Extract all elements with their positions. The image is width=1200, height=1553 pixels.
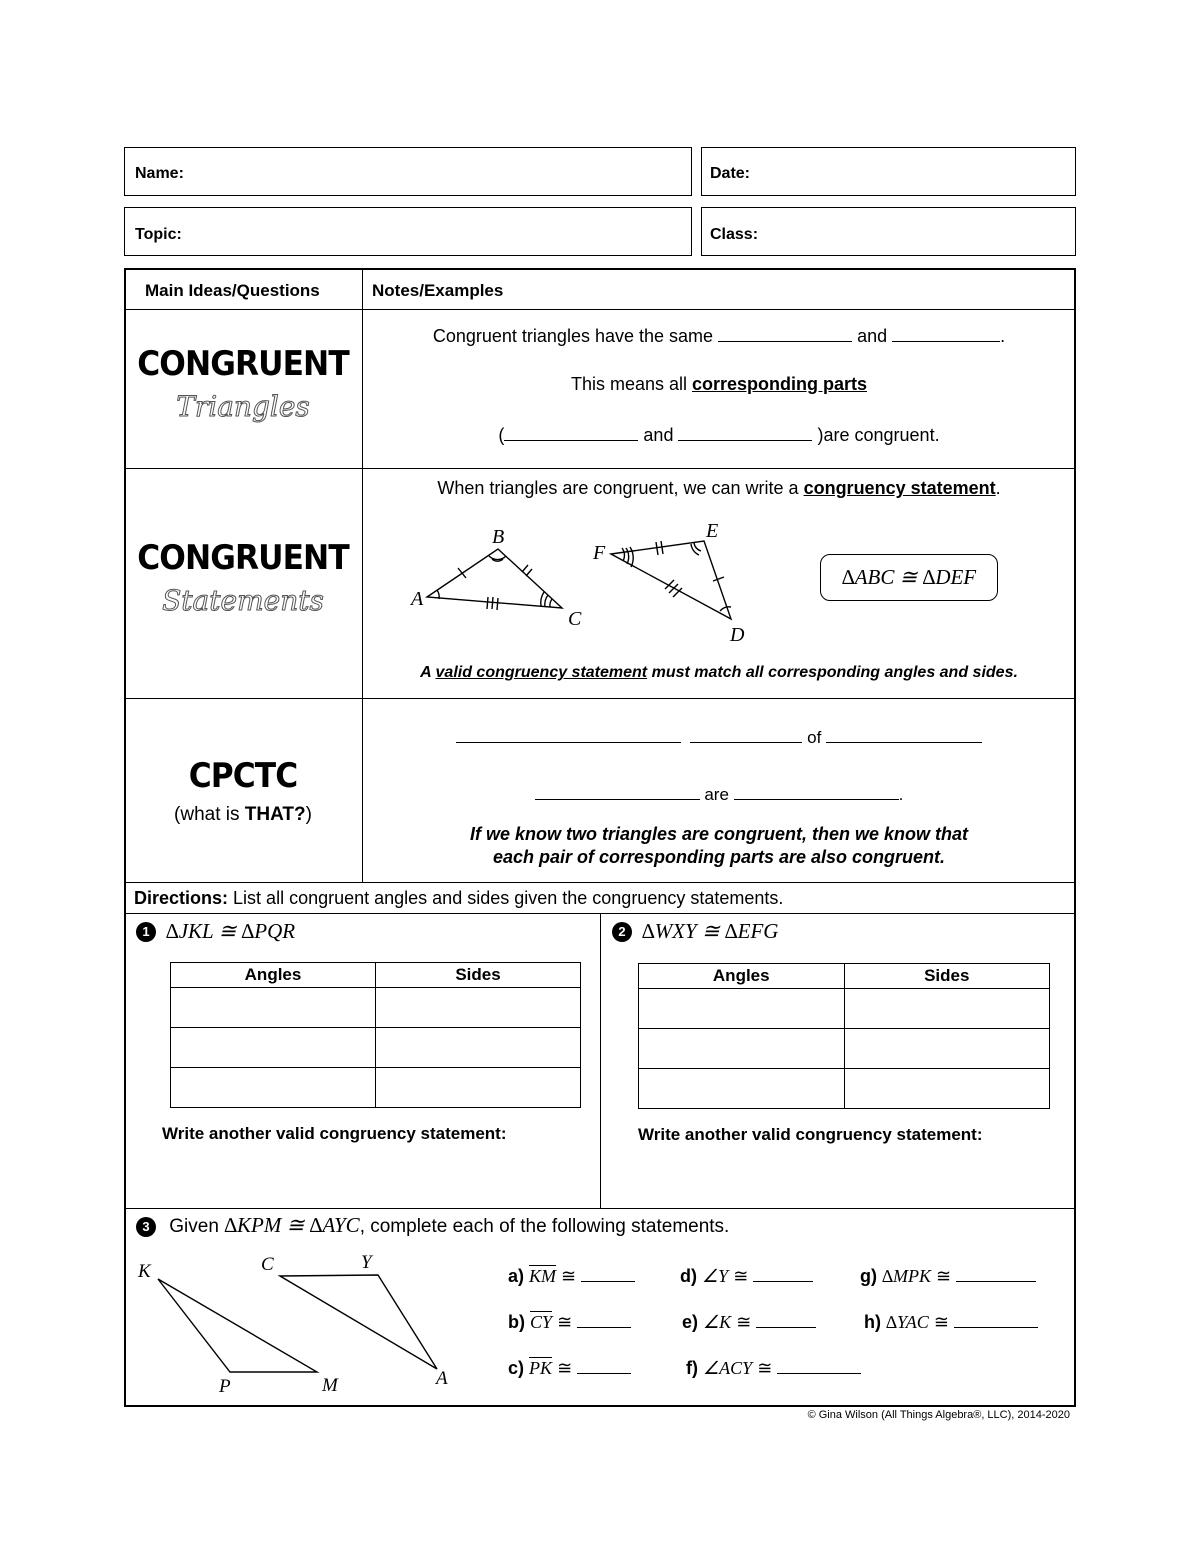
problem2-col-sides: Sides [844,964,1050,989]
problem1-table [170,962,581,1108]
date-field[interactable] [701,147,1076,196]
triangle-kpm [158,1279,317,1372]
vertex-a2: A [436,1368,448,1389]
item-g: g) ∆MPK ≅ [860,1266,1036,1287]
item-e: e) ∠K ≅ [682,1312,816,1333]
answer-cell[interactable] [639,989,845,1029]
problem1-col-angles: Angles [171,963,376,988]
problem3-header: 3 Given ∆KPM ≅ ∆AYC, complete each of the following statements. [136,1213,729,1238]
section2-note: A valid congruency statement must match all corresponding angles and sides. [420,664,1018,681]
valid-statement-term: valid congruency statement [435,664,648,681]
topic-field[interactable] [124,207,692,256]
section3-title: CPCTC [188,756,298,796]
triangle-abc [427,549,562,610]
item-c: c) $\overline{PK}$ ≅ [508,1358,631,1379]
class-label: Class: [710,226,759,243]
problem2-number: 2 [612,922,632,942]
problem2-statement: ∆WXY ≅ ∆EFG [641,919,779,943]
answer-blank[interactable] [577,1326,631,1328]
answer-blank[interactable] [753,1280,813,1282]
section1-title: CONGRUENT [137,344,349,384]
problem2-write: Write another valid congruency statement: [638,1125,983,1144]
vertex-b: B [492,526,505,548]
triangle-def [611,541,731,619]
problem1-col-sides: Sides [376,963,581,988]
topic-label: Topic: [135,226,182,243]
vertex-a: A [411,588,424,610]
cpctc-note: If we know two triangles are congruent, then we know that each pair of corresponding parts are also congruent. [469,824,969,867]
answer-cell[interactable] [376,988,581,1028]
problem2-header [612,919,778,944]
section1-line1: Congruent triangles have the same and . [432,326,1006,346]
cpctc-line1: of [362,728,1076,748]
problem1-number: 1 [136,922,156,942]
answer-cell[interactable] [376,1068,581,1108]
answer-blank[interactable] [954,1326,1038,1328]
col-main-ideas: Main Ideas/Questions [145,281,320,300]
col-notes: Notes/Examples [372,281,504,300]
congruency-statement-box [820,554,998,601]
divider-problem-columns [600,913,601,1208]
section1-script: Triangles [176,390,310,423]
name-label: Name: [135,165,184,182]
problem1-header [136,919,295,944]
item-f: f) ∠ACY ≅ [686,1358,861,1379]
answer-cell[interactable] [376,1028,581,1068]
answer-blank[interactable] [577,1372,631,1374]
vertex-c2: C [261,1254,274,1275]
answer-cell[interactable] [844,1029,1050,1069]
congruency-statement-term: congruency statement [803,478,996,498]
answer-blank[interactable] [756,1326,816,1328]
directions: Directions: List all congruent angles and sides given the congruency statements. [134,888,784,908]
triangle-diagrams [400,515,760,655]
divider-problems [124,1208,1076,1209]
vertex-k: K [138,1261,151,1282]
problem3-diagram [130,1245,460,1395]
name-field[interactable] [124,147,692,196]
answer-blank[interactable] [956,1280,1036,1282]
vertex-e: E [706,520,719,542]
divider-header [124,309,1076,310]
date-label: Date: [710,165,751,182]
cpctc-line2: are . [362,785,1076,805]
answer-cell[interactable] [171,1068,376,1108]
vertex-c: C [568,608,582,630]
copyright: © Gina Wilson (All Things Algebra®, LLC), 2014-2020 [807,1409,1070,1421]
class-field[interactable] [701,207,1076,256]
problem3-number: 3 [136,1217,156,1237]
abc-def-statement: ∆ABC ≅ ∆DEF [841,565,977,589]
section1-line3: ( and )are congruent. [498,425,940,445]
vertex-d: D [730,624,745,646]
answer-cell[interactable] [844,989,1050,1029]
answer-cell[interactable] [844,1069,1050,1109]
item-b: b) $\overline{CY}$ ≅ [508,1312,631,1333]
vertex-y: Y [361,1252,372,1273]
divider-s1 [124,468,1076,469]
vertex-f: F [593,542,606,564]
answer-blank[interactable] [777,1372,861,1374]
section3-subtitle: (what is THAT?) [174,804,312,825]
section2-intro: When triangles are congruent, we can write a congruency statement. [437,478,1001,498]
answer-cell[interactable] [639,1069,845,1109]
section2-title: CONGRUENT [137,538,349,578]
answer-cell[interactable] [639,1029,845,1069]
problem3-statement: ∆KPM ≅ ∆AYC [224,1213,360,1237]
section2-script: Statements [162,584,324,617]
triangle-cya [280,1275,437,1369]
vertex-m: M [322,1375,338,1395]
problem2-col-angles: Angles [639,964,845,989]
divider-s3 [124,882,1076,883]
item-a: a) $\overline{KM}$ ≅ [508,1266,635,1287]
vertex-p: P [219,1376,231,1395]
corresponding-parts-term: corresponding parts [692,374,868,394]
problem2-table [638,963,1050,1109]
answer-blank[interactable] [581,1280,635,1282]
answer-cell[interactable] [171,1028,376,1068]
section1-line2: This means all corresponding parts [570,374,868,394]
divider-s2 [124,698,1076,699]
item-d: d) ∠Y ≅ [680,1266,813,1287]
answer-cell[interactable] [171,988,376,1028]
problem1-statement: ∆JKL ≅ ∆PQR [165,919,296,943]
item-h: h) ∆YAC ≅ [864,1312,1038,1333]
problem1-write: Write another valid congruency statement: [162,1124,507,1143]
